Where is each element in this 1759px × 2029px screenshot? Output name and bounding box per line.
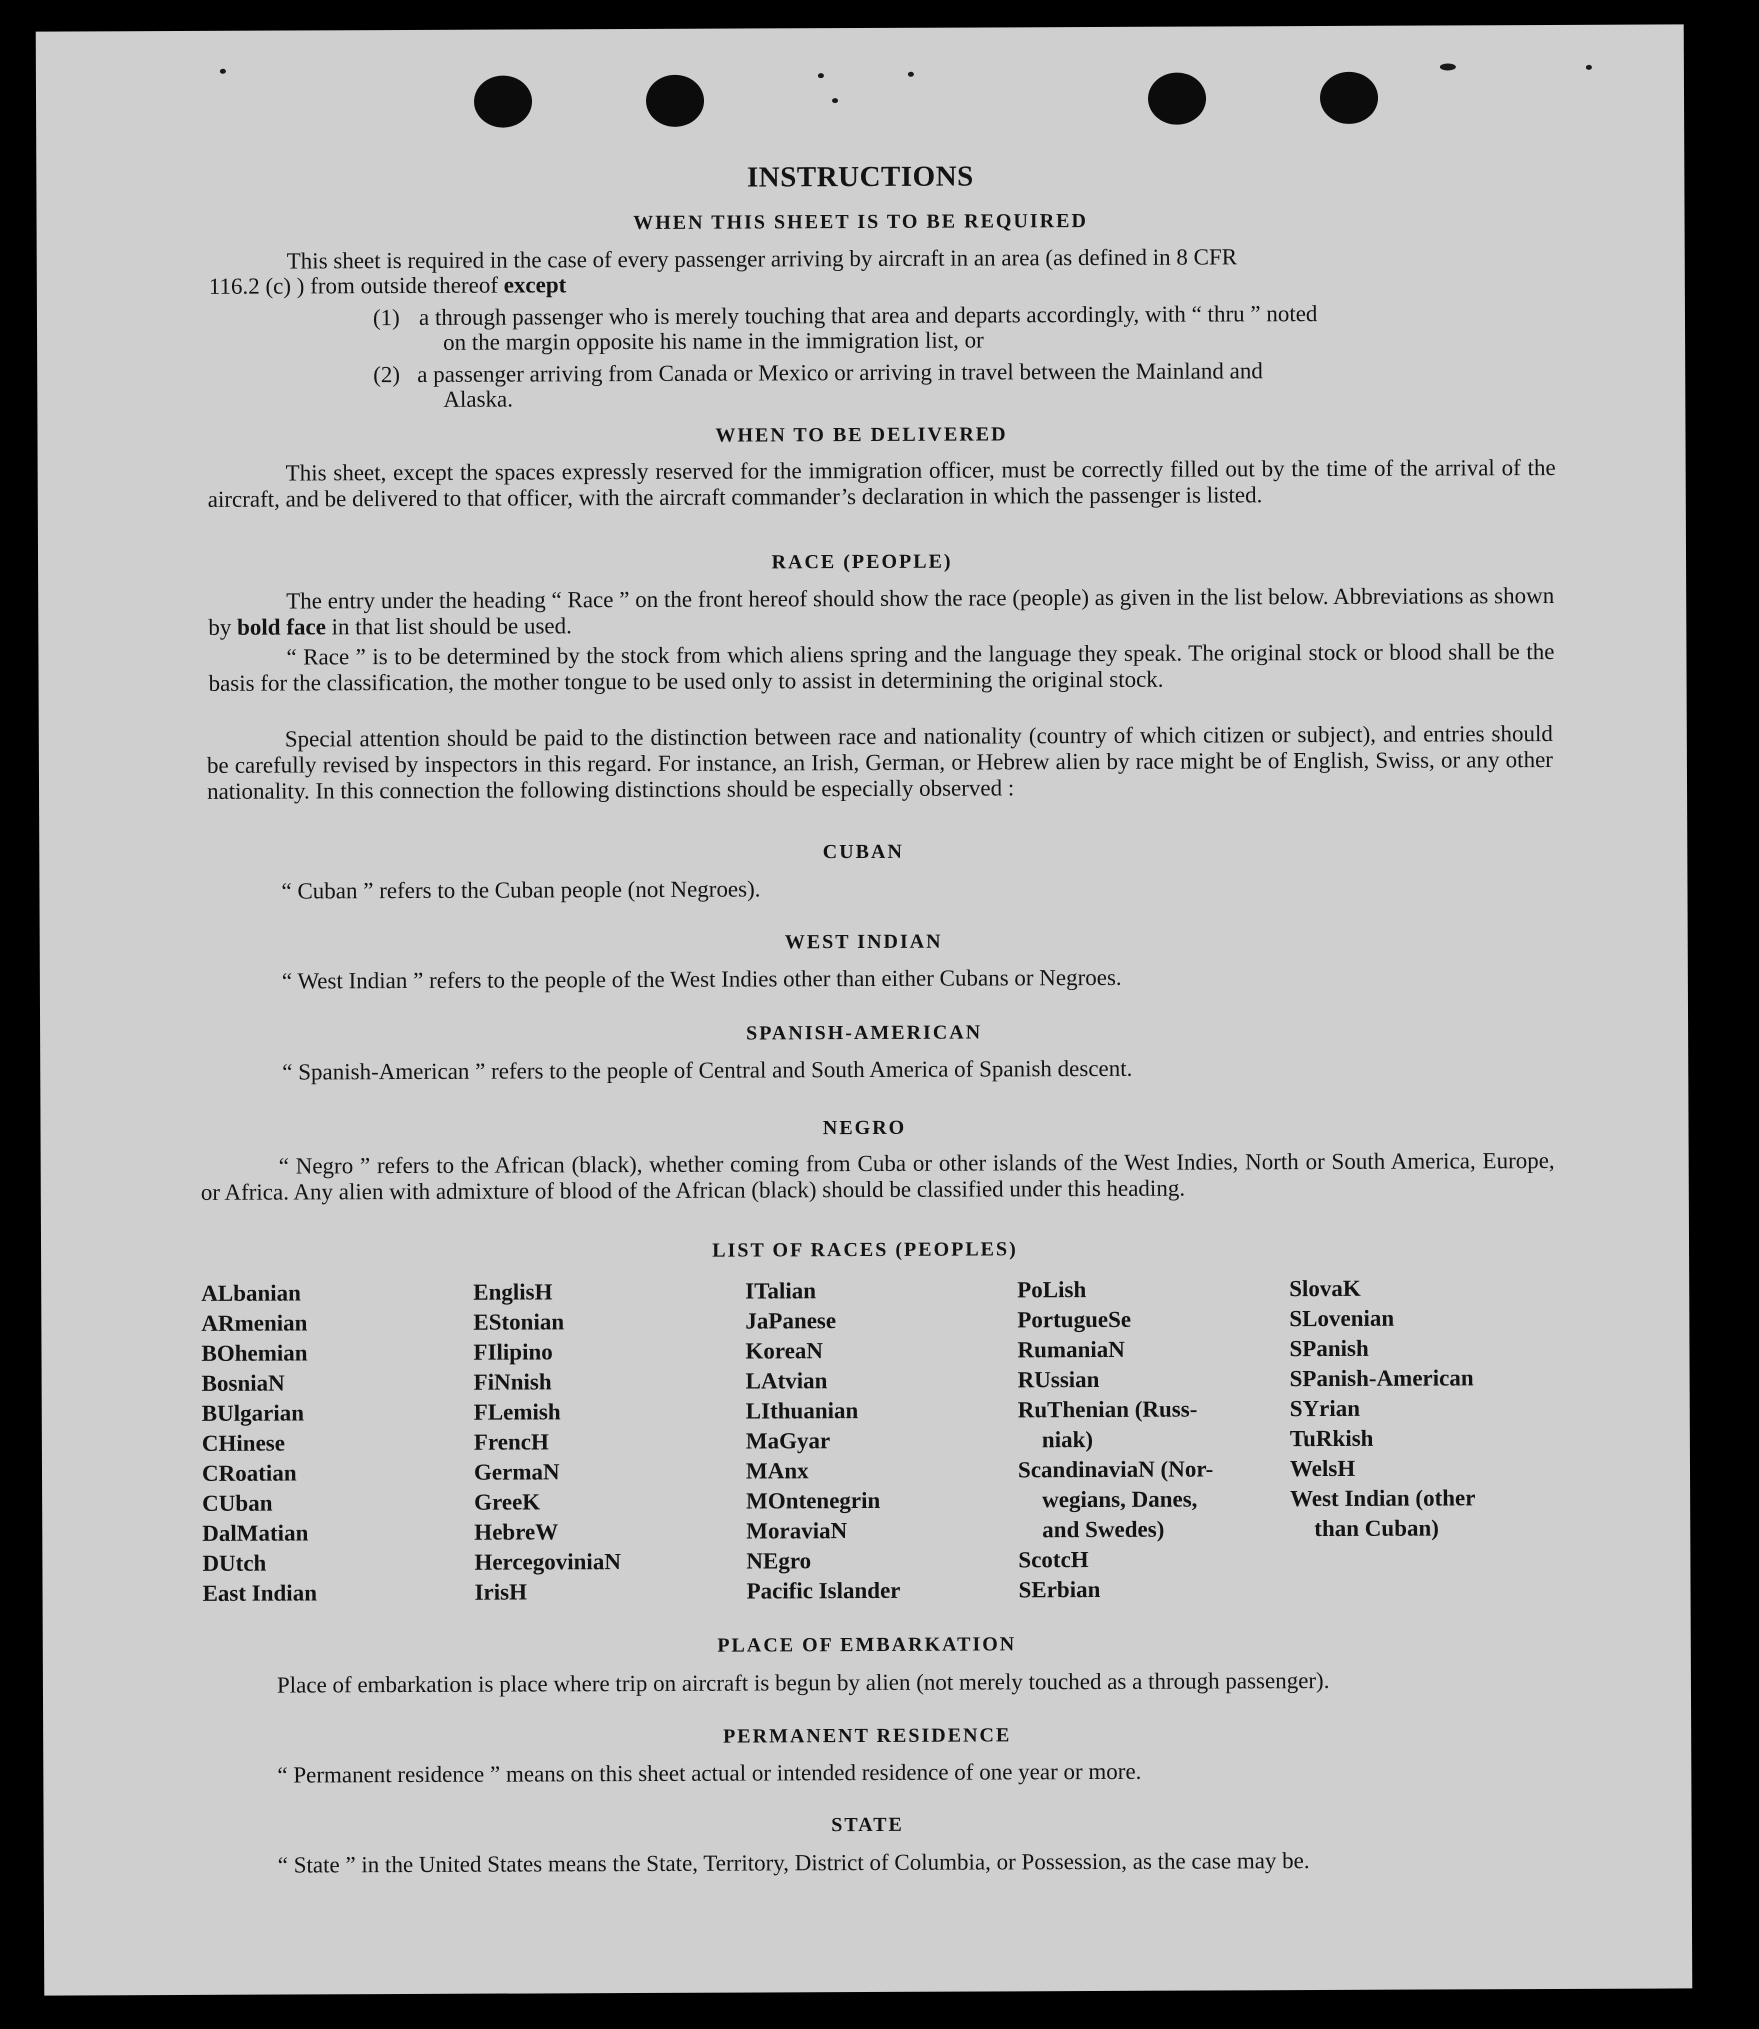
race-item: ScandinaviaN (Nor- [1017,1456,1214,1483]
punch-hole [1320,72,1378,124]
race-item: BUlgarian [201,1400,305,1426]
heading-race: RACE (PEOPLE) [771,550,953,574]
race-item: CRoatian [201,1460,297,1486]
races-column-5 [1289,1273,1475,1544]
race-item: IrisH [474,1579,527,1605]
race-item: SYrian [1289,1395,1361,1422]
race-item: ScotcH [1018,1547,1089,1573]
races-column-2 [473,1277,621,1608]
race-item: RumaniaN [1017,1336,1125,1363]
race-item: BosniaN [201,1370,285,1396]
race-item: RUssian [1017,1366,1100,1393]
heading-place-of-embarkation: PLACE OF EMBARKATION [717,1633,1017,1657]
state-text: “ State ” in the United States means the State, Territory, District of Columbia, or Possession, as the case may be. [277,1848,1310,1878]
race-item: than Cuban) [1314,1515,1439,1542]
race-item: East Indian [202,1580,318,1606]
races-column-3 [745,1276,900,1607]
race-p1-end: in that list should be used. [325,613,572,640]
item-1-number: (1) [372,305,400,331]
punch-hole [474,75,532,127]
race-p1-text: The entry under the heading “ Race ” on the front hereof should show the race (people) as given in the list below. Abbreviations as shown by [208,582,1555,640]
speck [818,73,824,78]
race-item: PortugueSe [1017,1306,1132,1333]
race-item: JaPanese [745,1308,837,1334]
race-item: LAtvian [745,1368,828,1394]
race-item: PoLish [1017,1277,1087,1303]
embarkation-text: Place of embarkation is place where trip on aircraft is begun by alien (not merely touched as a through passenger). [276,1667,1330,1698]
race-item: SLovenian [1289,1305,1395,1332]
bold-face-text: bold face [237,614,326,640]
race-item: LIthuanian [745,1398,859,1424]
speck [220,69,226,74]
race-item: KoreaN [745,1338,824,1364]
heading-west-indian: WEST INDIAN [784,930,943,954]
heading-list-of-races: LIST OF RACES (PEOPLES) [712,1238,1018,1262]
race-item: CHinese [201,1430,286,1456]
race-item: TuRkish [1289,1425,1374,1452]
race-item: Pacific Islander [746,1577,901,1604]
races-column-1 [201,1278,317,1608]
punch-hole [646,75,704,127]
heading-negro: NEGRO [822,1116,907,1140]
race-item: MOntenegrin [746,1487,881,1514]
negro-text: “ Negro ” refers to the African (black), whether coming from Cuba or other islands of the West Indies, North or South America, Europe, or Africa. Any alien with admixture of blood of the African (black) should be classified under this heading. [200,1147,1555,1205]
when-required-line-2 [209,272,567,300]
item-2-line-2: Alaska. [443,386,514,412]
document-page [36,24,1693,1995]
race-item: CUban [202,1490,273,1516]
race-item: BOhemian [201,1340,308,1366]
race-item: ALbanian [201,1280,302,1306]
race-item: FIlipino [473,1339,553,1365]
race-item: and Swedes) [1042,1516,1165,1543]
race-item: WelsH [1289,1455,1356,1482]
race-item: SlovaK [1289,1275,1361,1302]
item-2-number: (2) [373,362,401,388]
race-item: SPanish [1289,1335,1369,1362]
race-item: SErbian [1018,1576,1101,1603]
race-item: FrencH [473,1429,549,1455]
race-item: MAnx [745,1458,809,1484]
heading-when-delivered: WHEN TO BE DELIVERED [715,423,1008,447]
except-word: except [503,272,567,298]
when-required-line-1: This sheet is required in the case of every passenger arriving by aircraft in an area (as defined in 8 CFR [286,244,1238,274]
speck [1440,63,1456,70]
cuban-text: “ Cuban ” refers to the Cuban people (not Negroes). [281,876,761,904]
west-indian-text: “ West Indian ” refers to the people of the West Indies other than either Cubans or Negroes. [281,964,1122,994]
race-item: MoraviaN [746,1518,848,1544]
heading-cuban: CUBAN [822,840,904,864]
race-item: FLemish [473,1399,561,1425]
race-paragraph-2: “ Race ” is to be determined by the stock from which aliens spring and the language they speak. The original stock or blood shall be the basis for the classification, the mother tongue to be used only to assist in determining the original stock. [208,638,1555,696]
item-1-line-2: on the margin opposite his name in the immigration list, or [443,327,984,355]
race-item: ITalian [745,1278,817,1304]
race-paragraph-1 [208,583,1554,641]
race-item: niak) [1041,1427,1094,1453]
race-item: West Indian (other [1290,1485,1476,1512]
race-item: GermaN [473,1459,560,1485]
heading-state: STATE [831,1813,904,1837]
race-item: MaGyar [745,1428,831,1454]
race-item: HercegoviniaN [474,1549,621,1575]
race-item: GreeK [474,1489,541,1515]
speck [1586,65,1592,70]
race-item: DUtch [202,1550,267,1576]
speck [908,72,914,77]
race-item: RuThenian (Russ- [1017,1396,1198,1423]
race-item: SPanish-American [1289,1365,1474,1392]
page-title: INSTRUCTIONS [746,160,974,194]
heading-when-required: WHEN THIS SHEET IS TO BE REQUIRED [633,210,1088,234]
race-item: FiNnish [473,1369,552,1395]
spanish-american-text: “ Spanish-American ” refers to the people of Central and South America of Spanish descent. [282,1055,1133,1085]
item-2-line-1: a passenger arriving from Canada or Mexico or arriving in travel between the Mainland and [417,358,1263,387]
when-delivered-text: This sheet, except the spaces expressly reserved for the immigration officer, must be correctly filled out by the time of the arrival of the aircraft, and be delivered to that officer, with the aircraft commander’s declaration in which the passenger is listed. [207,454,1556,512]
item-1-line-1: a through passenger who is merely touching that area and departs accordingly, with “ thru ” noted [418,301,1318,330]
race-item: DalMatian [202,1520,309,1546]
race-item: EStonian [473,1309,565,1335]
heading-spanish-american: SPANISH-AMERICAN [746,1021,983,1045]
race-item: NEgro [746,1548,812,1574]
race-item: EnglisH [473,1279,553,1305]
race-item: HebreW [474,1519,559,1545]
residence-text: “ Permanent residence ” means on this sheet actual or intended residence of one year or more. [277,1758,1142,1788]
race-item: wegians, Danes, [1042,1486,1198,1513]
race-paragraph-3: Special attention should be paid to the distinction between race and nationality (country of which citizen or subject), and entries should be carefully revised by inspectors in this regard. For instance, an Irish, German, or Hebrew alien by race might be of English, Swiss, or any other nationality. In this connection the following distinctions should be especially observed : [206,720,1553,804]
races-column-4 [1017,1274,1214,1605]
line-2-text: 116.2 (c) ) from outside thereof [208,272,504,299]
race-item: ARmenian [201,1310,308,1336]
punch-hole [1148,72,1206,124]
heading-permanent-residence: PERMANENT RESIDENCE [722,1724,1012,1748]
speck [832,98,838,103]
